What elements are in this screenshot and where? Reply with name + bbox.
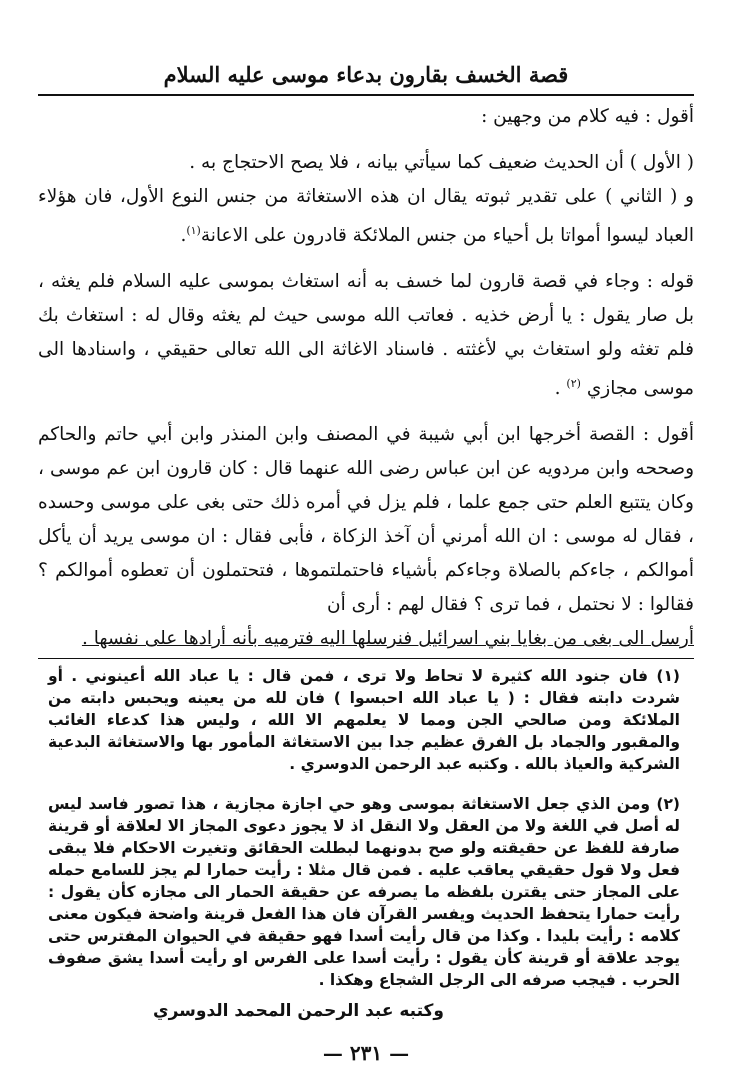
footnote-2: (٢) ومن الذي جعل الاستغاثة بموسى وهو حي اجازة مجازية ، هذا تصور فاسد ليس له أصل في اللغة ولا من العقل ولا النقل اذ لا يجوز دعوى المجاز الا لعلاقة أو قرينة صارفة للفظ عن حقيقته ولو صح بدونهما لبطلت الحقائق وتغيرت الاحكام فلا يبقى فعل ولا قول حقيقي يعاقب عليه ‏. فمن قال مثلا : رأيت حمارا لم يجز للسامع حمله على المجاز حتى يقترن بلفظه ما يصرفه عن حقيقة الحمار الى مجازه كأن يقول : رأيت حمارا يتحفظ الحديث ويفسر القرآن فان هذا الفعل قرينة واضحة فيكون معنى كلامه : رأيت بليدا ‏. وكذا من قال رأيت أسدا فهو حقيقة في الحيوان المفترس حتى يوجد علاقة أو قرينة كأن يقول : رأيت أسدا على الفرس او رأيت أسدا يشق صفوف الحرب ‏. فيجب صرفه الى الرجل الشجاع وهكذا ‏.: [48, 795, 680, 990]
underlined-line: أرسل الى بغى من بغايا بني اسرائيل فنرسلها اليه فترميه بأنه أرادها على نفسها ‏.: [81, 628, 694, 650]
footnote-ref-1[interactable]: (١): [186, 224, 201, 237]
footnotes: [38, 665, 694, 991]
page: [38, 58, 694, 1065]
page-title: قصة الخسف بقارون بدعاء موسى عليه السلام: [163, 62, 569, 87]
signature: وكتبه عبد الرحمن المحمد الدوسري: [153, 1001, 444, 1022]
footnote-divider: [38, 658, 694, 659]
paragraph-response: أقول : القصة أخرجها ابن أبي شيبة في المصنف وابن المنذر وابن أبي حاتم والحاكم وصححه وابن مردويه عن ابن عباس رضى الله عنهما قال : كان قارون ابن عم موسى ، وكان يتتبع العلم حتى جمع علما ، فلم يزل في أمره ذلك حتى بغى على موسى وحسده ، فقال له موسى : ان الله أمرني أن آخذ الزكاة ، فأبى فقال : ان موسى يريد أن يأكل أموالكم ، جاءكم بالصلاة وجاءكم بأشياء فاحتملتموها ، فتحتملون أن تعطوه أموالكم ؟ فقالوا : لا نحتمل ، فما ترى ؟ فقال لهم : أرى أن: [38, 424, 694, 616]
footnote-1: (١) فان جنود الله كثيرة لا تحاط ولا ترى ، فمن قال : يا عباد الله أعينوني ‏. أو شردت دابته فقال : ( يا عباد الله احبسوا ) فان لله من يعينه ويحبس دابته من الملائكة ومن صالحي الجن ومما لا يعلمهم الا الله ، وليس هذا كدعاء الغائب والمقبور والجماد بل الفرق عظيم جدا بين الاستغاثة المأمور بها والاستغاثة البدعية الشركية والعياذ بالله ‏. وكتبه عبد الرحمن الدوسري ‏.: [48, 667, 680, 774]
page-number: — ٢٣١ —: [322, 1041, 410, 1066]
footnote-ref-2[interactable]: (٢): [566, 377, 581, 391]
paragraph-second-point: و ( الثاني ) على تقدير ثبوته يقال ان هذه الاستغاثة من جنس النوع الأول، فان هؤلاء العباد ليسوا أمواتا بل أحياء من جنس الملائكة قادرون على الاعانة$^{(١)}$‏.: [38, 186, 694, 247]
main-text: [38, 100, 694, 656]
paragraph-quote: قوله : وجاء في قصة قارون لما خسف به أنه استغاث بموسى عليه السلام فلم يغثه ، بل صار يقول : يا أرض خذيه ‏. فعاتب الله موسى حيث لم يغثه وقال له : استغاث بك فلم تغثه ولو استغاث بي لأغثته ‏. فاسناد الاغاثة الى الله تعالى حقيقي ، واسنادها الى موسى مجازي $^{(٢)}$ ‏.: [38, 271, 694, 400]
paragraph-second-point-text: و ( الثاني ) على تقدير ثبوته يقال ان هذه الاستغاثة من جنس النوع الأول، فان هؤلاء العباد ليسوا أمواتا بل أحياء من جنس الملائكة قادرون على الاعانة: [38, 186, 694, 247]
paragraph-intro: أقول : فيه كلام من وجهين :: [481, 106, 694, 127]
paragraph-first-point: ( الأول ) أن الحديث ضعيف كما سيأتي بيانه ، فلا يصح الاحتجاج به ‏.: [189, 152, 694, 173]
paragraph-response-end: [38, 622, 694, 656]
paragraph-quote-text: قوله : وجاء في قصة قارون لما خسف به أنه استغاث بموسى عليه السلام فلم يغثه ، بل صار يقول : يا أرض خذيه ‏. فعاتب الله موسى حيث لم يغثه وقال له : استغاث بك فلم تغثه ولو استغاث بي لأغثته ‏. فاسناد الاغاثة الى الله تعالى حقيقي ، واسنادها الى موسى مجازي: [38, 271, 694, 400]
running-header: [38, 58, 694, 96]
